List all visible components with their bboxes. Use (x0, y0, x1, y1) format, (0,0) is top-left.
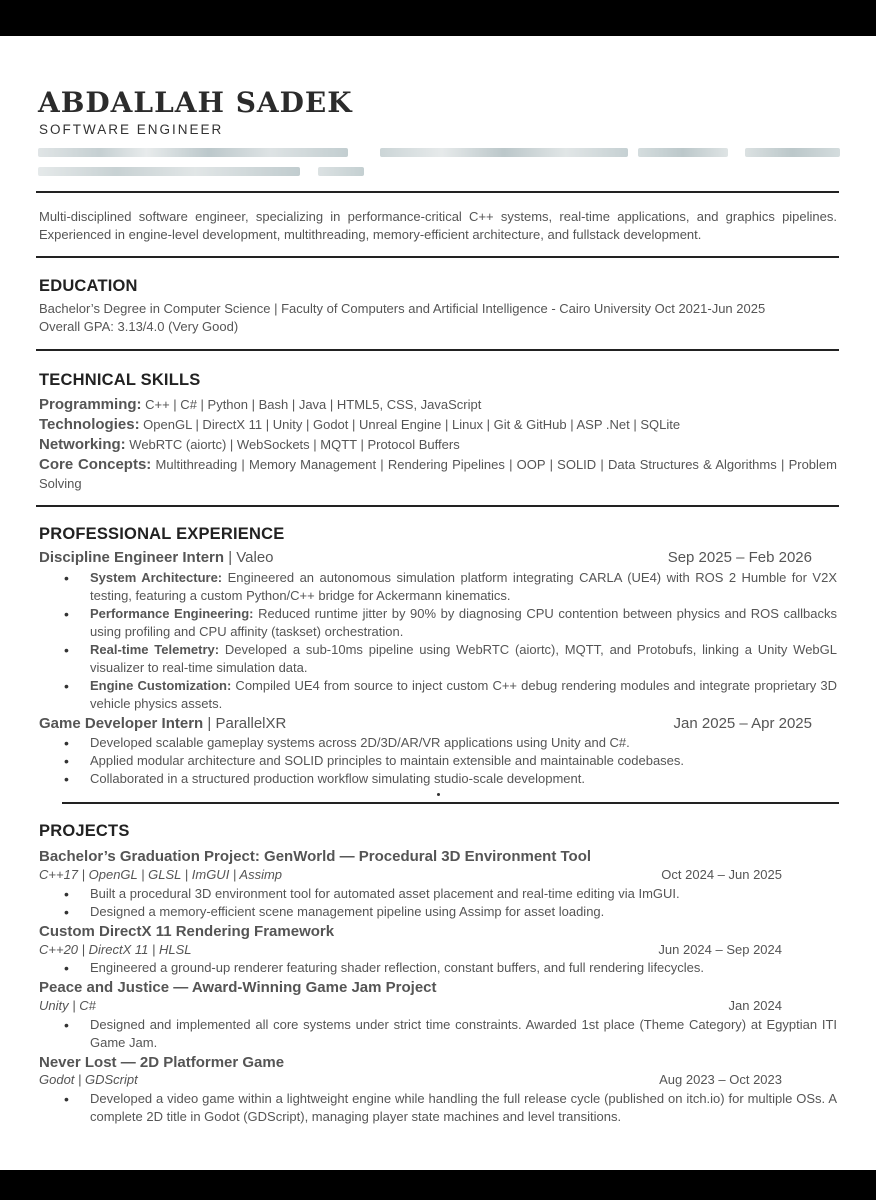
project-title: Bachelor’s Graduation Project: GenWorld — Procedural 3D Environment Tool (39, 848, 592, 865)
header-divider (36, 191, 839, 193)
project-title: Peace and Justice — Award-Winning Game Jam Project (39, 979, 437, 996)
skill-networking (39, 435, 837, 454)
professional-summary: Multi-disciplined software engineer, specializing in performance-critical C++ systems, real-time applications, and graphics pipelines. Experienced in engine-level development, multithreading, memory-efficient architecture, and fullstack development. (39, 209, 837, 242)
bullet-item: • Engineered a ground-up renderer featuring shader reflection, constant buffers, and full rendering lifecycles. (90, 959, 837, 977)
job-role: Game Developer Intern (39, 715, 204, 732)
job-title-line (39, 548, 812, 567)
bullet-item: • Designed and implemented all core systems under strict time constraints. Awarded 1st place (Theme Category) at Egyptian ITI Game Jam. (90, 1016, 837, 1052)
bullet-item (90, 770, 837, 788)
skill-label: Technologies: (39, 416, 140, 433)
candidate-role: SOFTWARE ENGINEER (39, 122, 224, 137)
education-gpa: Overall GPA: 3.13/4.0 (Very Good) (39, 319, 239, 334)
skill-value: WebRTC (aiortc) | WebSockets | MQTT | Protocol Buffers (125, 437, 460, 452)
bullet-item: • Developed a video game within a lightweight engine while handling the full release cycle (published on itch.io) for multiple OSs. A complete 2D title in Godot (GDScript), managing player state machines and level transitions. (90, 1090, 837, 1126)
experience-divider (62, 802, 839, 804)
bullet-text: Reduced runtime jitter by 90% by diagnosing CPU contention between physics and ROS callbacks using profiling and CPU affinity (taskset) orchestration. (90, 606, 837, 639)
bullet-item (90, 569, 837, 605)
project-tech: Godot | GDScript (39, 1072, 138, 1087)
bullet-text: Engineered an autonomous simulation platform integrating CARLA (UE4) with ROS 2 Humble for V2X testing, featuring a custom Python/C++ bridge for Ackermann kinematics. (90, 570, 837, 603)
job-title-line (39, 714, 812, 733)
skill-value: Multithreading | Memory Management | Rendering Pipelines | OOP | SOLID | Data Structures & Algorithms | Problem Solving (39, 457, 837, 491)
skill-label: Programming: (39, 396, 142, 413)
bullet-item: • Designed a memory-efficient scene management pipeline using Assimp for asset loading. (90, 903, 837, 921)
skill-technologies (39, 415, 837, 434)
job-role: Discipline Engineer Intern (39, 549, 225, 566)
project-dates: Jun 2024 – Sep 2024 (658, 942, 782, 957)
job-company: | ParallelXR (203, 715, 287, 732)
project-tech: Unity | C# (39, 998, 96, 1013)
project-tech-line (39, 941, 782, 959)
project-tech: C++20 | DirectX 11 | HLSL (39, 942, 192, 957)
job-bullets (90, 569, 837, 713)
skill-label: Networking: (39, 436, 126, 453)
skill-programming (39, 395, 837, 414)
education-divider (36, 349, 839, 351)
bullet-text: Compiled UE4 from source to inject custom C++ debug rendering modules and integrate proprietary 3D vehicle physics assets. (90, 678, 837, 711)
bullet-item (90, 752, 837, 770)
project-tech-line (39, 866, 782, 884)
skills-divider (36, 505, 839, 507)
project-bullets (90, 1090, 837, 1126)
bullet-text: Developed a sub-10ms pipeline using WebRTC (aiortc), MQTT, and Protobufs, linking a Unity WebGL visualizer to real-time simulation data. (90, 642, 837, 675)
project-bullets (90, 885, 837, 921)
bullet-text: Developed scalable gameplay systems across 2D/3D/AR/VR applications using Unity and C#. (90, 735, 630, 750)
education-degree: Bachelor’s Degree in Computer Science | Faculty of Computers and Artificial Intelligence - Cairo University Oct 2021-Jun 2025 (39, 301, 766, 316)
project-dates: Oct 2024 – Jun 2025 (661, 867, 782, 882)
job-dates: Sep 2025 – Feb 2026 (667, 549, 812, 566)
bullet-lead: System Architecture: (90, 570, 223, 585)
projects-heading: PROJECTS (39, 822, 130, 840)
bullet-lead: Real-time Telemetry: (90, 642, 220, 657)
resume-page (0, 36, 876, 1170)
skill-core-concepts (39, 455, 837, 493)
bullet-lead: Performance Engineering: (90, 606, 254, 621)
experience-heading: PROFESSIONAL EXPERIENCE (39, 525, 285, 543)
project-tech-line (39, 997, 782, 1015)
project-title: Never Lost — 2D Platformer Game (39, 1054, 285, 1071)
summary-divider (36, 256, 839, 258)
bullet-item (90, 641, 837, 677)
bullet-item: • Built a procedural 3D environment tool for automated asset placement and real-time editing via ImGUI. (90, 885, 837, 903)
bullet-text: Applied modular architecture and SOLID principles to maintain extensible and maintainable codebases. (90, 753, 685, 768)
skill-value: C++ | C# | Python | Bash | Java | HTML5, CSS, JavaScript (141, 397, 482, 412)
project-title: Custom DirectX 11 Rendering Framework (39, 923, 335, 940)
project-dates: Jan 2024 (728, 998, 782, 1013)
project-tech: C++17 | OpenGL | GLSL | ImGUI | Assimp (39, 867, 283, 882)
bullet-item (90, 734, 837, 752)
project-dates: Aug 2023 – Oct 2023 (659, 1072, 782, 1087)
bullet-lead: Engine Customization: (90, 678, 232, 693)
project-tech-line (39, 1071, 782, 1089)
job-dates: Jan 2025 – Apr 2025 (673, 715, 812, 732)
education-heading: EDUCATION (39, 277, 138, 295)
bullet-text: Collaborated in a structured production workflow simulating studio-scale development. (90, 771, 585, 786)
skill-label: Core Concepts: (39, 456, 152, 473)
project-bullets (90, 959, 837, 977)
bullet-item (90, 677, 837, 713)
job-company: | Valeo (224, 549, 274, 566)
job-bullets (90, 734, 837, 788)
bullet-item (90, 605, 837, 641)
skill-value: OpenGL | DirectX 11 | Unity | Godot | Unreal Engine | Linux | Git & GitHub | ASP .Net | SQLite (139, 417, 681, 432)
project-bullets (90, 1016, 837, 1052)
skills-heading: TECHNICAL SKILLS (39, 371, 201, 389)
stray-dot (437, 793, 440, 796)
candidate-name: ABDALLAH SADEK (38, 86, 353, 119)
